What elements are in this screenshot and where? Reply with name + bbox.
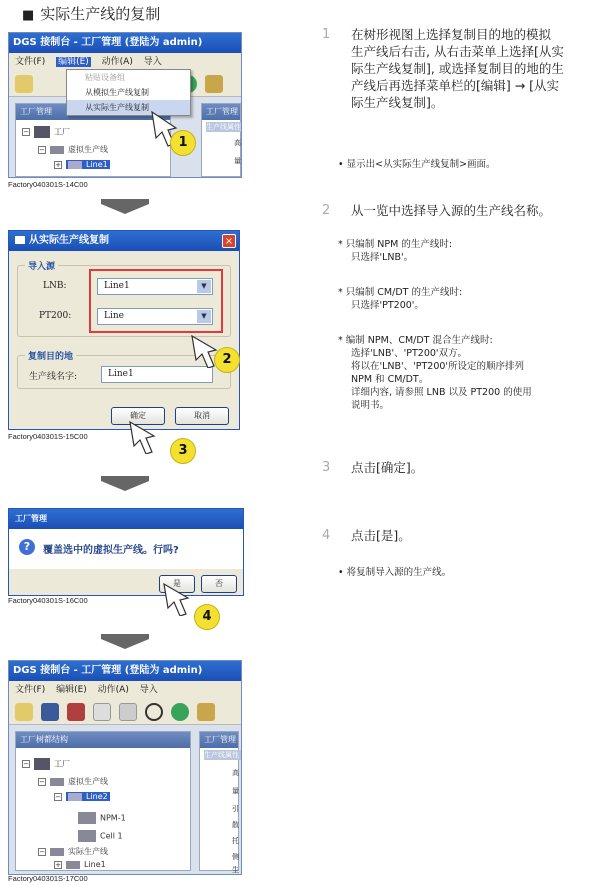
right-panel-char: 高 [232,769,239,777]
step-4-result-text: 将复制导入源的生产线。 [346,567,452,578]
note-cmdt-only: * 只编制 CM/DT 的生产线时: 只选择'PT200'。 [338,287,463,311]
step-number: 2 [322,203,331,218]
line-group-icon [50,146,64,154]
step-1-line: 生产线后右击, 从右击菜单上选择[从实 [351,44,564,59]
step-1-line: 际生产线复制]。 [351,95,444,110]
square-bullet-icon: ■ [22,8,35,23]
machine-icon [78,830,96,842]
copy-from-real-dialog [8,230,240,430]
page-icon[interactable] [93,703,111,721]
note-line: 只编制 NPM 的生产线时: [345,239,453,250]
menu-item-copy-from-real[interactable]: 从实际生产线复制 [67,100,190,115]
confirm-dialog [8,508,244,596]
tree-label: Line2 [86,792,108,801]
note-line: 只选择'LNB'。 [351,252,414,263]
highlight-box [89,269,223,333]
tree-label: 工厂 [54,759,70,769]
menu-edit[interactable]: 编辑(E) [58,57,89,67]
line-icon [68,793,82,801]
right-panel-char: 散 [232,821,239,829]
section-title [22,3,160,24]
line-group-icon [50,778,64,786]
right-panel-subheader: 生产线属性 [204,750,242,760]
note-npm-only: * 只编制 NPM 的生产线时: 只选择'LNB'。 [338,239,453,263]
right-panel-char: 引 [232,805,239,813]
step-1-result: • 显示出<从实际生产线复制>画面。 [338,159,496,170]
toolbar [9,699,241,725]
factory-icon [34,758,50,770]
collapse-icon[interactable]: − [39,777,45,786]
chevron-down-icon[interactable]: ▼ [197,310,211,323]
tree-node-factory[interactable] [22,126,70,138]
step-3-text: 点击[确定]。 [351,460,424,475]
refresh-icon[interactable] [171,703,189,721]
tree-label: 工厂 [54,127,70,137]
expand-icon[interactable]: + [55,160,61,169]
expand-icon[interactable]: + [55,860,61,869]
window-icon [15,236,25,244]
window-title: DGS 接制台 - 工厂管理 (登陆为 admin) [9,661,241,681]
close-icon[interactable]: × [222,234,236,248]
tree-label: 虚拟生产线 [68,145,108,154]
screenshot-caption: Factory040301S-15C00 [8,432,88,441]
collapse-icon[interactable]: − [39,145,45,154]
right-panel-char: 侧 [232,853,239,861]
line-icon [66,861,80,869]
step-1-text [351,26,613,111]
step-badge-2: 2 [214,347,240,373]
step-number: 3 [322,460,331,475]
lnb-label: LNB: [43,281,67,291]
step-1-line: 在树形视图上选择复制目的地的模拟 [351,27,552,42]
menu-file[interactable]: 文件(F) [15,685,46,695]
note-line: 选择'LNB'、'PT200'双方。 [351,348,468,359]
tree-node-line1[interactable] [54,160,110,169]
tree-node-virtual[interactable] [38,776,108,787]
line-group-icon [50,848,64,856]
step-number: 1 [322,27,331,42]
delete-icon[interactable] [67,703,85,721]
right-panel [199,731,239,874]
collapse-icon[interactable]: − [23,760,29,768]
note-line: NPM 和 CM/DT。 [351,374,429,385]
screenshot-4-window [8,660,242,875]
pt200-select-value: Line [104,311,124,321]
right-panel-subheader: 生产线属性 [206,122,242,132]
note-line: 只选择'PT200'。 [351,300,424,311]
flow-arrow-head [101,481,149,491]
step-badge-1: 1 [170,130,196,156]
tools-icon[interactable] [197,703,215,721]
step-1-line: 际生产线复制], 或选择复制目的地的生 [351,61,564,76]
destination-group-label: 复制目的地 [25,349,76,362]
screenshot-caption: Factory040301S-14C00 [8,180,88,189]
note-line: 将以在'LNB'、'PT200'所设定的顺序排列 [351,361,525,372]
machine-icon [78,812,96,824]
dialog-title-text: 从实际生产线复制 [29,235,109,246]
right-panel-header: 工厂管理 [200,732,238,748]
menu-edit[interactable]: 编辑(E) [56,685,87,695]
line-name-label: 生产线名字: [29,372,78,382]
folder-icon[interactable] [15,703,33,721]
line-icon [68,161,82,169]
tree-node-line2[interactable] [54,792,110,801]
right-panel [201,103,241,177]
no-button[interactable]: 否 [201,575,237,593]
tree-panel-header: 工厂树都结构 [16,732,190,748]
screenshot-caption: Factory040301S-16C00 [8,596,88,605]
section-title-text: 实际生产线的复制 [40,5,161,23]
window-title: DGS 接制台 - 工厂管理 (登陆为 admin) [9,33,241,53]
menu-action[interactable]: 动作(A) [101,57,133,67]
ok-button[interactable]: 确定 [111,407,165,425]
chevron-down-icon[interactable]: ▼ [197,280,211,293]
search-icon[interactable] [145,703,163,721]
tree-label: Cell 1 [100,831,123,841]
tree-label: Line1 [84,860,106,869]
tree-panel [15,731,191,871]
source-group-label: 导入源 [25,259,58,272]
menu-import[interactable]: 导入 [143,57,162,67]
folder-icon[interactable] [15,75,33,93]
right-panel-char: 高 [234,139,241,147]
step-1-line: 产线后再选择菜单栏的[编辑] → [从实 [351,78,560,93]
note-line: 只编制 CM/DT 的生产线时: [345,287,463,298]
flow-arrow-head [101,204,149,214]
tree-label-selected [66,792,110,801]
collapse-icon[interactable]: − [55,792,61,801]
collapse-icon[interactable]: − [23,128,29,136]
pt200-label: PT200: [39,311,72,321]
yes-button[interactable]: 是 [159,575,195,593]
note-mixed: * 编制 NPM、CM/DT 混合生产线时: 选择'LNB'、'PT200'双方。 将以在'LNB'、'PT200'所设定的顺序排列 NPM 和 CM/DT。 详细内容, 请参照 LNB 以及 PT200 的使用 说明书。 [338,334,614,412]
right-panel-char: 量 [232,787,239,795]
menu-file[interactable]: 文件(F) [15,57,46,67]
step-1-result-text: 显示出<从实际生产线复制>画面。 [346,159,496,170]
menu-action[interactable]: 动作(A) [97,685,129,695]
step-2-text: 从一览中选择导入源的生产线名称。 [351,203,552,218]
confirm-message: 覆盖选中的虚拟生产线。行吗? [43,545,179,556]
pointer-hand-icon [126,418,166,454]
step-4-text: 点击[是]。 [351,528,411,543]
note-line: 编制 NPM、CM/DT 混合生产线时: [345,335,493,346]
tree-label: 虚拟生产线 [68,777,108,786]
tree-node-virtual[interactable] [38,144,108,155]
tree-node-factory[interactable] [22,758,70,770]
question-icon: ? [19,539,35,555]
right-panel-char: 托 [232,837,239,845]
note-line: 说明书。 [351,400,390,411]
tree-node-npm[interactable] [78,812,126,824]
tools-icon[interactable] [205,75,223,93]
step-4-result: • 将复制导入源的生产线。 [338,567,452,578]
right-panel-char: 量 [234,157,241,165]
right-panel-char: 生 [232,866,239,874]
save-icon[interactable] [41,703,59,721]
factory-icon [34,126,50,138]
menu-item-copy-from-virtual[interactable]: 从模拟生产线复制 [85,88,149,97]
step-number: 4 [322,528,331,543]
collapse-icon[interactable]: − [39,847,45,856]
screenshot-1-window [8,32,242,178]
tree-node-cell[interactable] [78,830,123,842]
tree-node-real[interactable] [38,846,108,857]
lnb-select-value: Line1 [104,281,130,291]
menu-import[interactable]: 导入 [139,685,158,695]
note-line: 详细内容, 请参照 LNB 以及 PT200 的使用 [351,387,532,398]
menu-item-paste-group[interactable]: 粘贴设备组 [85,73,125,82]
menu-bar [9,681,241,699]
tree-label: Line1 [86,160,108,169]
screenshot-caption: Factory040301S-17C00 [8,874,88,883]
pointer-hand-icon [160,580,200,616]
right-panel-header: 工厂管理 [202,104,240,120]
confirm-dialog-title: 工厂管理 [9,509,243,529]
step-badge-4: 4 [194,604,220,630]
tree-panel-header: 工厂管理 [16,104,170,120]
tree-label-selected [66,160,110,169]
cancel-button[interactable]: 取消 [175,407,229,425]
tree-label: NPM-1 [100,813,126,823]
dialog-title [9,231,239,251]
copy-icon[interactable] [119,703,137,721]
line-name-input[interactable]: Line1 [101,366,213,383]
flow-arrow-head [101,639,149,649]
step-badge-3: 3 [170,438,196,464]
tree-label: 实际生产线 [68,847,108,856]
tree-node-line1[interactable] [54,860,106,869]
